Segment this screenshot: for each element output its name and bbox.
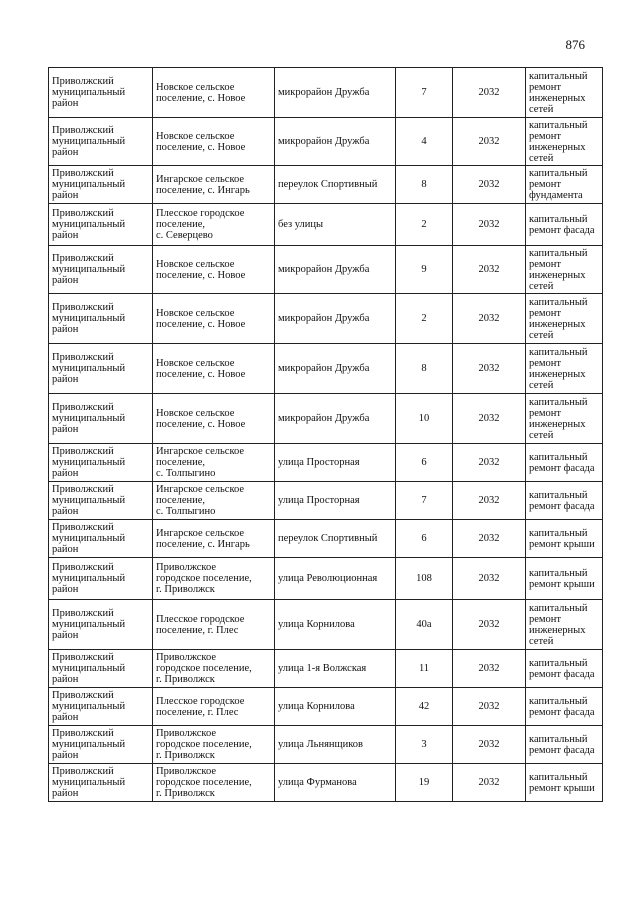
year-cell: 2032 (453, 394, 526, 444)
district-cell: Приволжский муниципальный район (49, 344, 153, 394)
street-cell: микрорайон Дружба (275, 294, 396, 344)
street-cell: микрорайон Дружба (275, 246, 396, 294)
house-number-cell: 6 (396, 444, 453, 482)
settlement-cell: Новское сельское поселение, с. Новое (153, 344, 275, 394)
year-cell: 2032 (453, 444, 526, 482)
year-cell: 2032 (453, 600, 526, 650)
house-number-cell: 2 (396, 294, 453, 344)
house-number-cell: 3 (396, 726, 453, 764)
district-cell: Приволжский муниципальный район (49, 650, 153, 688)
settlement-cell: Приволжское городское поселение, г. Приволжск (153, 764, 275, 802)
street-cell: улица Корнилова (275, 688, 396, 726)
district-cell: Приволжский муниципальный район (49, 688, 153, 726)
work-type-cell: капитальный ремонт крыши (526, 520, 603, 558)
work-type-cell: капитальный ремонт инженерных сетей (526, 294, 603, 344)
settlement-cell: Новское сельское поселение, с. Новое (153, 294, 275, 344)
table-body (49, 68, 603, 802)
house-number-cell: 8 (396, 344, 453, 394)
work-type-cell: капитальный ремонт инженерных сетей (526, 118, 603, 166)
year-cell: 2032 (453, 246, 526, 294)
year-cell: 2032 (453, 764, 526, 802)
street-cell: микрорайон Дружба (275, 118, 396, 166)
house-number-cell: 11 (396, 650, 453, 688)
district-cell: Приволжский муниципальный район (49, 166, 153, 204)
year-cell: 2032 (453, 344, 526, 394)
year-cell: 2032 (453, 68, 526, 118)
street-cell: улица 1-я Волжская (275, 650, 396, 688)
street-cell: микрорайон Дружба (275, 394, 396, 444)
table-row (49, 344, 603, 394)
house-number-cell: 9 (396, 246, 453, 294)
settlement-cell: Ингарское сельское поселение, с. Ингарь (153, 520, 275, 558)
table-row (49, 246, 603, 294)
year-cell: 2032 (453, 688, 526, 726)
table-row (49, 764, 603, 802)
settlement-cell: Новское сельское поселение, с. Новое (153, 118, 275, 166)
district-cell: Приволжский муниципальный район (49, 394, 153, 444)
street-cell: улица Просторная (275, 482, 396, 520)
house-number-cell: 42 (396, 688, 453, 726)
table-row (49, 600, 603, 650)
work-type-cell: капитальный ремонт фасада (526, 444, 603, 482)
street-cell: улица Просторная (275, 444, 396, 482)
year-cell: 2032 (453, 166, 526, 204)
settlement-cell: Приволжское городское поселение, г. Приволжск (153, 726, 275, 764)
table-row (49, 118, 603, 166)
house-number-cell: 2 (396, 204, 453, 246)
settlement-cell: Приволжское городское поселение, г. Приволжск (153, 650, 275, 688)
settlement-cell: Ингарское сельское поселение, с. Ингарь (153, 166, 275, 204)
district-cell: Приволжский муниципальный район (49, 482, 153, 520)
settlement-cell: Новское сельское поселение, с. Новое (153, 394, 275, 444)
table-row (49, 444, 603, 482)
street-cell: улица Корнилова (275, 600, 396, 650)
year-cell: 2032 (453, 520, 526, 558)
table-row (49, 294, 603, 344)
street-cell: микрорайон Дружба (275, 68, 396, 118)
district-cell: Приволжский муниципальный район (49, 726, 153, 764)
year-cell: 2032 (453, 204, 526, 246)
year-cell: 2032 (453, 294, 526, 344)
work-type-cell: капитальный ремонт инженерных сетей (526, 344, 603, 394)
work-type-cell: капитальный ремонт фасада (526, 650, 603, 688)
work-type-cell: капитальный ремонт фасада (526, 726, 603, 764)
house-number-cell: 7 (396, 68, 453, 118)
house-number-cell: 4 (396, 118, 453, 166)
house-number-cell: 7 (396, 482, 453, 520)
table-row (49, 688, 603, 726)
settlement-cell: Ингарское сельское поселение, с. Толпыгино (153, 482, 275, 520)
work-type-cell: капитальный ремонт фасада (526, 204, 603, 246)
table-row (49, 558, 603, 600)
settlement-cell: Новское сельское поселение, с. Новое (153, 246, 275, 294)
year-cell: 2032 (453, 118, 526, 166)
settlement-cell: Новское сельское поселение, с. Новое (153, 68, 275, 118)
page-number: 876 (565, 37, 585, 52)
work-type-cell: капитальный ремонт фасада (526, 688, 603, 726)
district-cell: Приволжский муниципальный район (49, 444, 153, 482)
table-row (49, 726, 603, 764)
house-number-cell: 10 (396, 394, 453, 444)
house-number-cell: 19 (396, 764, 453, 802)
work-type-cell: капитальный ремонт крыши (526, 764, 603, 802)
street-cell: улица Фурманова (275, 764, 396, 802)
district-cell: Приволжский муниципальный район (49, 118, 153, 166)
house-number-cell: 8 (396, 166, 453, 204)
district-cell: Приволжский муниципальный район (49, 294, 153, 344)
street-cell: без улицы (275, 204, 396, 246)
street-cell: улица Льнянщиков (275, 726, 396, 764)
table-row (49, 650, 603, 688)
work-type-cell: капитальный ремонт фундамента (526, 166, 603, 204)
work-type-cell: капитальный ремонт инженерных сетей (526, 600, 603, 650)
house-number-cell: 108 (396, 558, 453, 600)
table-row (49, 482, 603, 520)
table-row (49, 520, 603, 558)
work-type-cell: капитальный ремонт инженерных сетей (526, 394, 603, 444)
district-cell: Приволжский муниципальный район (49, 204, 153, 246)
year-cell: 2032 (453, 482, 526, 520)
street-cell: микрорайон Дружба (275, 344, 396, 394)
district-cell: Приволжский муниципальный район (49, 520, 153, 558)
work-type-cell: капитальный ремонт инженерных сетей (526, 68, 603, 118)
district-cell: Приволжский муниципальный район (49, 246, 153, 294)
year-cell: 2032 (453, 558, 526, 600)
housing-repair-table (48, 67, 603, 802)
district-cell: Приволжский муниципальный район (49, 68, 153, 118)
house-number-cell: 40а (396, 600, 453, 650)
settlement-cell: Плесское городское поселение, г. Плес (153, 688, 275, 726)
street-cell: улица Революционная (275, 558, 396, 600)
district-cell: Приволжский муниципальный район (49, 600, 153, 650)
street-cell: переулок Спортивный (275, 520, 396, 558)
settlement-cell: Плесское городское поселение, г. Плес (153, 600, 275, 650)
work-type-cell: капитальный ремонт фасада (526, 482, 603, 520)
table-row (49, 394, 603, 444)
settlement-cell: Плесское городское поселение, с. Северцево (153, 204, 275, 246)
year-cell: 2032 (453, 650, 526, 688)
table-row (49, 204, 603, 246)
year-cell: 2032 (453, 726, 526, 764)
district-cell: Приволжский муниципальный район (49, 764, 153, 802)
table-row (49, 166, 603, 204)
street-cell: переулок Спортивный (275, 166, 396, 204)
settlement-cell: Ингарское сельское поселение, с. Толпыгино (153, 444, 275, 482)
table-row (49, 68, 603, 118)
settlement-cell: Приволжское городское поселение, г. Приволжск (153, 558, 275, 600)
work-type-cell: капитальный ремонт крыши (526, 558, 603, 600)
house-number-cell: 6 (396, 520, 453, 558)
district-cell: Приволжский муниципальный район (49, 558, 153, 600)
work-type-cell: капитальный ремонт инженерных сетей (526, 246, 603, 294)
